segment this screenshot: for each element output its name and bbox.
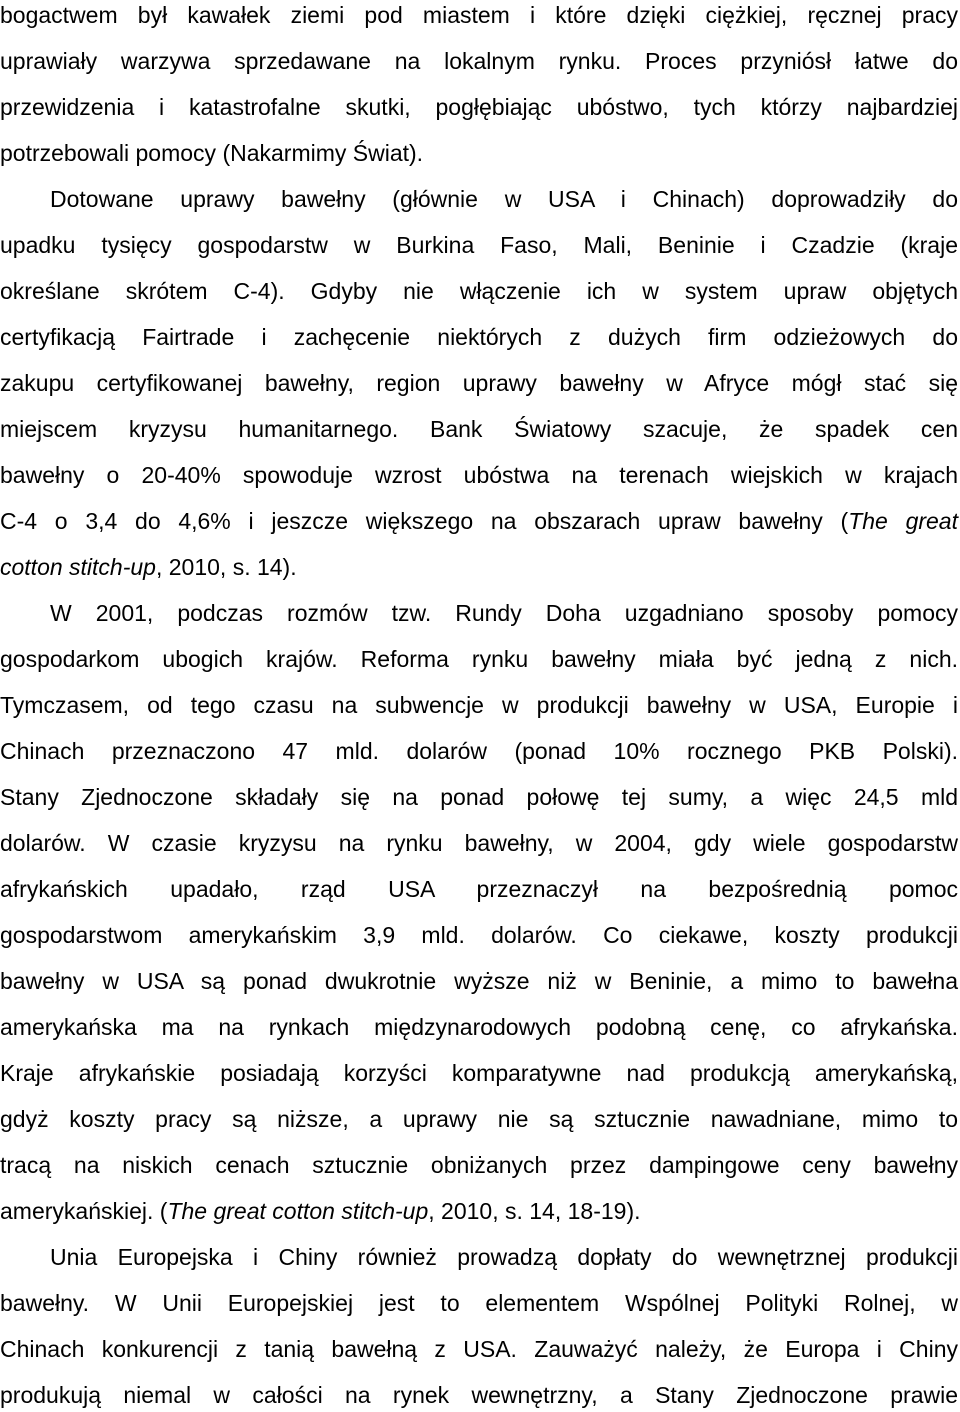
text-segment: przewidzenia i katastrofalne skutki, pogłębiając ubóstwo, tych którzy najbardziej: [0, 94, 958, 120]
text-segment: Chinach przeznaczono 47 mld. dolarów (ponad 10% rocznego PKB Polski).: [0, 738, 958, 764]
text-segment: bawełny. W Unii Europejskiej jest to elementem Wspólnej Polityki Rolnej, w: [0, 1290, 958, 1316]
text-segment: miejscem kryzysu humanitarnego. Bank Światowy szacuje, że spadek cen: [0, 416, 958, 442]
text-line: [0, 92, 958, 122]
text-segment: afrykańskich upadało, rząd USA przeznaczył na bezpośrednią pomoc: [0, 876, 958, 902]
text-segment: Dotowane uprawy bawełny (głównie w USA i Chinach) doprowadziły do: [50, 186, 958, 212]
text-line: [0, 1058, 958, 1088]
text-segment: certyfikacją Fairtrade i zachęcenie niektórych z dużych firm odzieżowych do: [0, 324, 958, 350]
text-line: [0, 644, 958, 674]
text-segment: bawełny w USA są ponad dwukrotnie wyższe niż w Beninie, a mimo to bawełna: [0, 968, 958, 994]
text-line: [0, 1150, 958, 1180]
text-segment: uprawiały warzywa sprzedawane na lokalnym rynku. Proces przyniósł łatwe do: [0, 48, 958, 74]
text-line: [0, 1380, 958, 1410]
text-line: [50, 184, 958, 214]
text-line: [0, 690, 958, 720]
text-segment: Tymczasem, od tego czasu na subwencje w produkcji bawełny w USA, Europie i: [0, 692, 958, 718]
text-line: [0, 920, 958, 950]
text-segment: , 2010, s. 14, 18-19).: [428, 1198, 641, 1224]
text-segment: zakupu certyfikowanej bawełny, region uprawy bawełny w Afryce mógł stać się: [0, 370, 958, 396]
text-segment: Kraje afrykańskie posiadają korzyści komparatywne nad produkcją amerykańską,: [0, 1060, 958, 1086]
text-line: [0, 1334, 958, 1364]
text-line: [0, 1012, 958, 1042]
text-segment: C-4 o 3,4 do 4,6% i jeszcze większego na obszarach upraw bawełny (: [0, 508, 849, 534]
text-segment: bawełny o 20-40% spowoduje wzrost ubóstwa na terenach wiejskich w krajach: [0, 462, 958, 488]
citation-title: cotton stitch-up: [0, 554, 156, 580]
text-line: [50, 598, 958, 628]
text-line: [0, 46, 958, 76]
text-line: [0, 138, 958, 168]
text-segment: określane skrótem C-4). Gdyby nie włączenie ich w system upraw objętych: [0, 278, 958, 304]
text-segment: gdyż koszty pracy są niższe, a uprawy nie są sztucznie nawadniane, mimo to: [0, 1106, 958, 1132]
text-segment: , 2010, s. 14).: [155, 554, 297, 580]
text-line: [0, 966, 958, 996]
text-line: [0, 460, 958, 490]
citation-title: The great cotton stitch-up: [167, 1198, 429, 1224]
text-line: [0, 230, 958, 260]
text-line: [0, 1104, 958, 1134]
citation-title: The great: [848, 508, 958, 534]
text-line: [0, 736, 958, 766]
text-segment: dolarów. W czasie kryzysu na rynku bawełny, w 2004, gdy wiele gospodarstw: [0, 830, 958, 856]
text-line: [0, 1288, 958, 1318]
text-segment: Unia Europejska i Chiny również prowadzą dopłaty do wewnętrznej produkcji: [50, 1244, 958, 1270]
text-segment: potrzebowali pomocy (Nakarmimy Świat).: [0, 140, 424, 166]
text-line: [0, 368, 958, 398]
text-segment: upadku tysięcy gospodarstw w Burkina Faso, Mali, Beninie i Czadzie (kraje: [0, 232, 958, 258]
text-line: [0, 828, 958, 858]
text-line: [0, 414, 958, 444]
text-segment: amerykańskiej. (: [0, 1198, 168, 1224]
text-segment: gospodarkom ubogich krajów. Reforma rynku bawełny miała być jedną z nich.: [0, 646, 958, 672]
text-segment: Stany Zjednoczone składały się na ponad połowę tej sumy, a więc 24,5 mld: [0, 784, 958, 810]
text-line: [0, 276, 958, 306]
text-segment: bogactwem był kawałek ziemi pod miastem i które dzięki ciężkiej, ręcznej pracy: [0, 2, 958, 28]
text-segment: Chinach konkurencji z tanią bawełną z USA. Zauważyć należy, że Europa i Chiny: [0, 1336, 958, 1362]
text-segment: tracą na niskich cenach sztucznie obniżanych przez dampingowe ceny bawełny: [0, 1152, 958, 1178]
text-line: [50, 1242, 958, 1272]
text-line: [0, 0, 958, 30]
text-line: [0, 874, 958, 904]
text-segment: gospodarstwom amerykańskim 3,9 mld. dolarów. Co ciekawe, koszty produkcji: [0, 922, 958, 948]
text-line: [0, 322, 958, 352]
text-line: [0, 782, 958, 812]
text-line: [0, 506, 958, 536]
text-line: [0, 1196, 958, 1226]
text-line: [0, 552, 958, 582]
text-segment: produkują niemal w całości na rynek wewnętrzny, a Stany Zjednoczone prawie: [0, 1382, 958, 1408]
text-segment: amerykańska ma na rynkach międzynarodowych podobną cenę, co afrykańska.: [0, 1014, 958, 1040]
text-segment: W 2001, podczas rozmów tzw. Rundy Doha uzgadniano sposoby pomocy: [50, 600, 958, 626]
